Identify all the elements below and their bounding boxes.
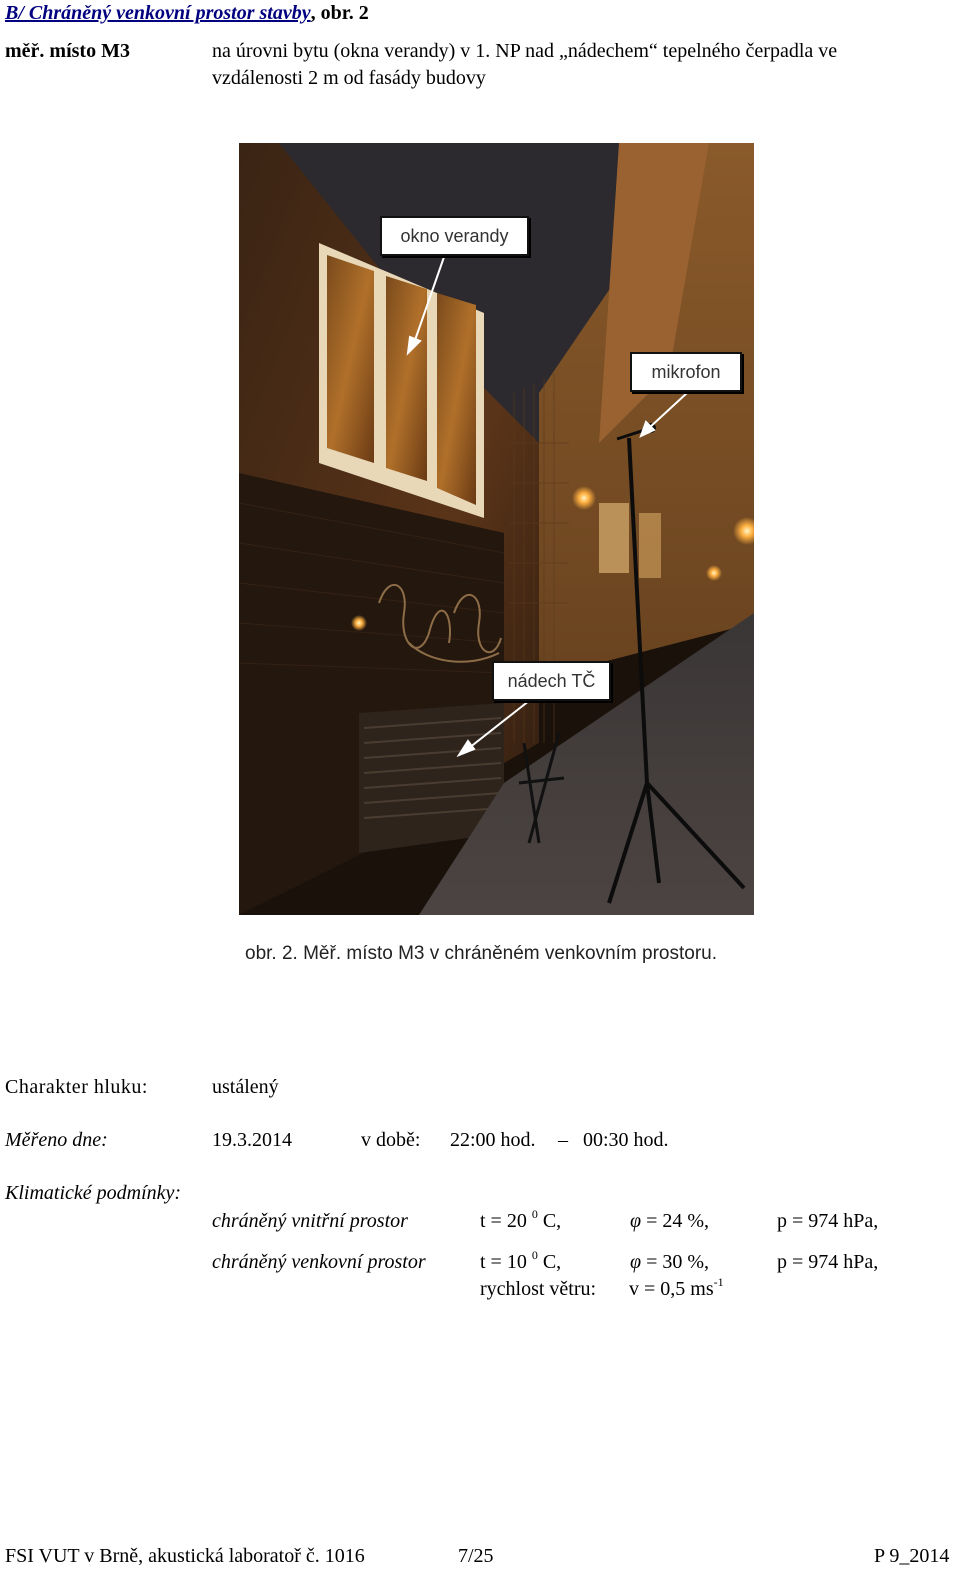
outdoor-humidity-value: = 30 %,	[641, 1251, 710, 1273]
wind-speed-value: v = 0,5 ms	[629, 1278, 714, 1300]
noise-label: Charakter hluku:	[5, 1076, 148, 1098]
footer-page-number: 7/25	[458, 1545, 494, 1567]
outdoor-temperature	[480, 1248, 562, 1274]
outdoor-pressure: p = 974 hPa,	[777, 1251, 879, 1273]
outdoor-humidity	[630, 1251, 709, 1274]
wind-speed-exponent: -1	[713, 1275, 724, 1289]
indoor-phi-symbol: φ	[630, 1210, 642, 1232]
outdoor-name: chráněný venkovní prostor	[212, 1251, 426, 1273]
place-label: měř. místo M3	[5, 40, 130, 62]
wind-speed	[629, 1275, 724, 1301]
indoor-temp-value: t = 20	[480, 1210, 527, 1232]
measured-dash: –	[558, 1129, 568, 1151]
measured-time-label: v době:	[361, 1129, 421, 1151]
indoor-humidity	[630, 1210, 709, 1233]
footer-report-id: P 9_2014	[874, 1545, 950, 1567]
callout-heat-pump-intake: nádech TČ	[492, 661, 611, 701]
indoor-name: chráněný vnitřní prostor	[212, 1210, 408, 1232]
outdoor-temp-unit: C,	[537, 1251, 562, 1273]
callout-microphone: mikrofon	[630, 352, 742, 392]
outdoor-phi-symbol: φ	[630, 1251, 642, 1273]
wind-label: rychlost větru:	[480, 1278, 597, 1300]
measured-time-from: 22:00 hod.	[450, 1129, 536, 1151]
section-title: B/ Chráněný venkovní prostor stavby	[5, 2, 311, 24]
measurement-photo	[239, 143, 754, 915]
outdoor-temp-degree: 0	[531, 1248, 538, 1262]
noise-value: ustálený	[212, 1076, 279, 1098]
measured-date: 19.3.2014	[212, 1129, 292, 1151]
place-desc-line2: vzdálenosti 2 m od fasády budovy	[212, 67, 486, 89]
outdoor-temp-value: t = 10	[480, 1251, 527, 1273]
indoor-temp-unit: C,	[537, 1210, 562, 1232]
figure-ref: , obr. 2	[310, 2, 369, 24]
indoor-temperature	[480, 1207, 562, 1233]
footer-institution: FSI VUT v Brně, akustická laboratoř č. 1016	[5, 1545, 365, 1567]
measured-time-to: 00:30 hod.	[583, 1129, 669, 1151]
section-heading	[5, 2, 369, 25]
figure-caption: obr. 2. Měř. místo M3 v chráněném venkovním prostoru.	[245, 943, 718, 964]
place-desc-line1: na úrovni bytu (okna verandy) v 1. NP nad „nádechem“ tepelného čerpadla ve	[212, 40, 838, 62]
callout-window: okno verandy	[380, 216, 529, 256]
photo-scene	[239, 143, 754, 915]
indoor-humidity-value: = 24 %,	[641, 1210, 710, 1232]
climate-label: Klimatické podmínky:	[5, 1182, 182, 1204]
measured-label: Měřeno dne:	[5, 1129, 108, 1151]
indoor-pressure: p = 974 hPa,	[777, 1210, 879, 1232]
indoor-temp-degree: 0	[531, 1207, 538, 1221]
